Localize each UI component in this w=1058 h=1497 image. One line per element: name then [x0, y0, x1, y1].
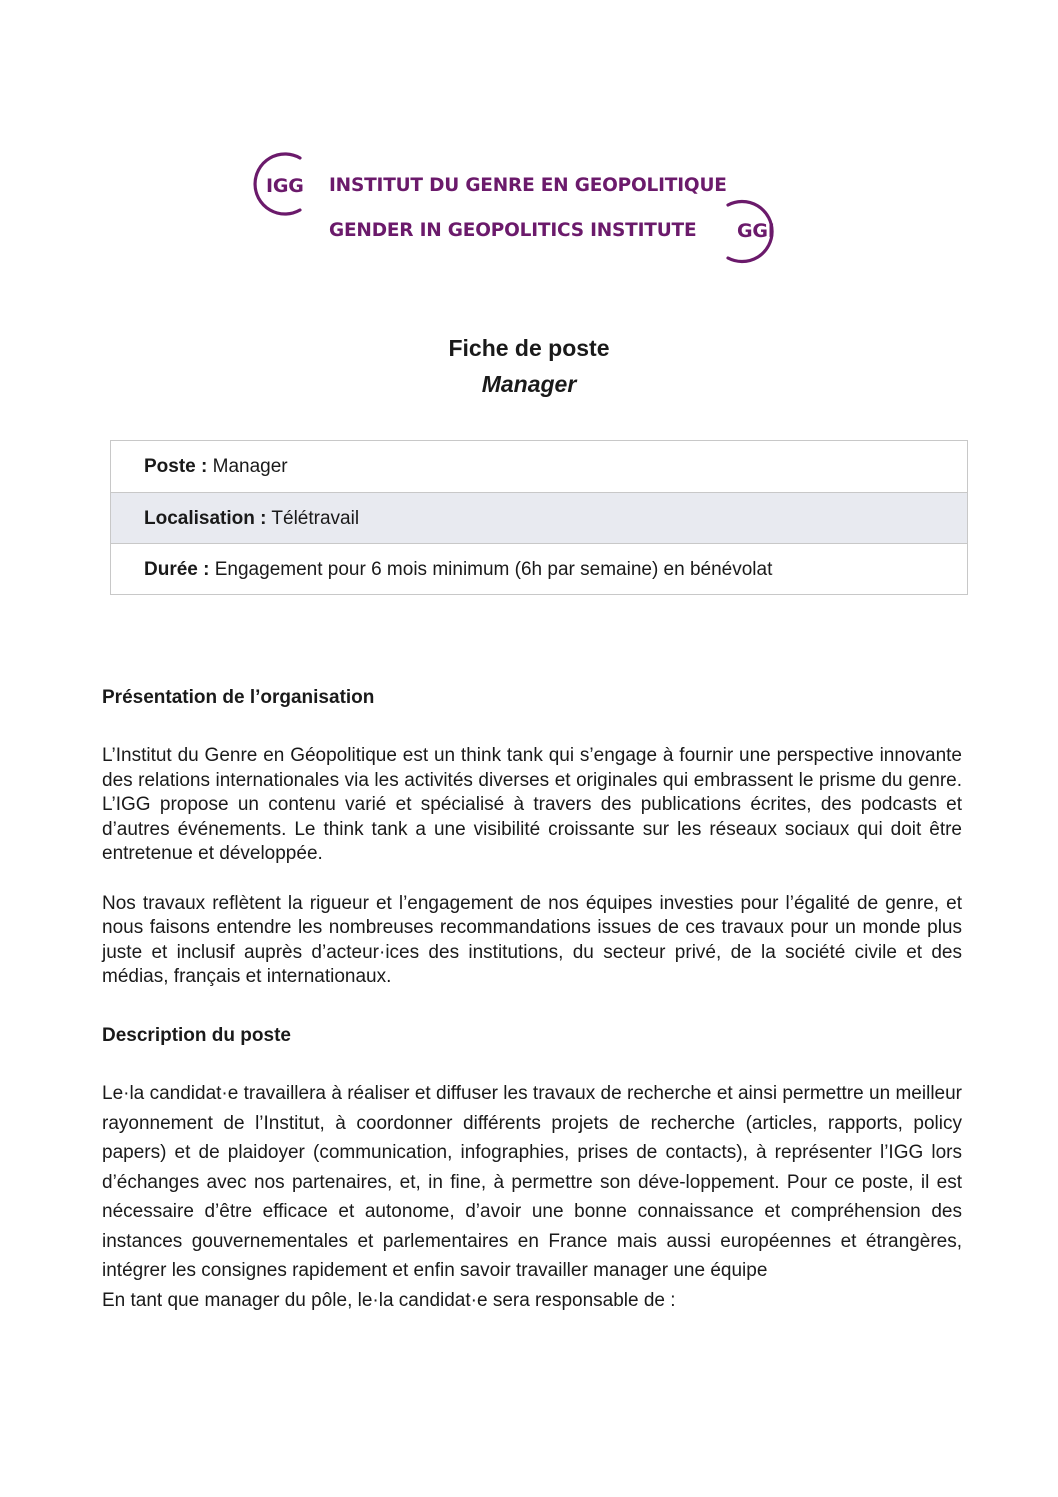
description-paragraph-2: En tant que manager du pôle, le·la candidat·e sera responsable de : — [102, 1289, 676, 1311]
title-block — [0, 330, 1058, 402]
info-value: Télétravail — [271, 508, 360, 529]
presentation-section — [102, 686, 962, 990]
info-label: Localisation : — [144, 508, 267, 529]
description-heading: Description du poste — [102, 1025, 291, 1046]
description-section — [102, 1024, 962, 1315]
logo-circle-left-text: IGG — [266, 175, 304, 197]
presentation-heading: Présentation de l’organisation — [102, 687, 375, 708]
info-label: Durée : — [144, 559, 210, 580]
info-row-localisation — [111, 492, 967, 543]
info-value: Manager — [212, 456, 288, 477]
info-row-poste — [111, 441, 967, 492]
presentation-paragraph-1: L’Institut du Genre en Géopolitique est un think tank qui s’engage à fournir une perspective innovante des relations internationales via les activités diverses et originales qui embrassent le prisme du genre. L’IGG propose un contenu varié et spécialisé à travers des publications écrites, des podcasts et d’autres événements. Le think tank a une visibilité croissante sur les réseaux sociaux qui doit être entretenue et développée. — [102, 745, 962, 864]
logo-line-1: INSTITUT DU GENRE EN GEOPOLITIQUE — [329, 175, 727, 196]
job-info-table — [110, 440, 968, 595]
logo-circle-right-text: GGI — [737, 220, 775, 242]
description-paragraph-1: Le·la candidat·e travaillera à réaliser et diffuser les travaux de recherche et ainsi permettre un meilleur rayonnement de l’Institut, à coordonner différents projets de recherche (articles, rapports, policy papers) et de plaidoyer (communication, infographies, prises de contacts), à représenter l’IGG lors d’échanges avec nos partenaires, et, in fine, à permettre son déve-loppement. Pour ce poste, il est nécessaire d’être efficace et autonome, d’avoir une bonne connaissance et compréhension des instances gouvernementales et parlementaires en France mais aussi européennes et étrangères, intégrer les consignes rapidement et enfin savoir travailler manager une équipe — [102, 1083, 962, 1281]
info-value: Engagement pour 6 mois minimum (6h par semaine) en bénévolat — [214, 559, 773, 580]
presentation-paragraph-2: Nos travaux reflètent la rigueur et l’engagement de nos équipes investies pour l’égalité de genre, et nous faisons entendre les nombreuses recommandations issues de ces travaux pour un monde plus juste et inclusif auprès d’acteur·ices des institutions, du secteur privé, de la société civile et des médias, français et internationaux. — [102, 892, 962, 987]
page-title: Fiche de poste — [448, 335, 610, 361]
institute-logo — [0, 0, 1058, 280]
logo-line-2: GENDER IN GEOPOLITICS INSTITUTE — [329, 220, 697, 241]
info-label: Poste : — [144, 456, 208, 477]
page-subtitle: Manager — [481, 371, 577, 397]
info-row-duree — [111, 543, 967, 594]
